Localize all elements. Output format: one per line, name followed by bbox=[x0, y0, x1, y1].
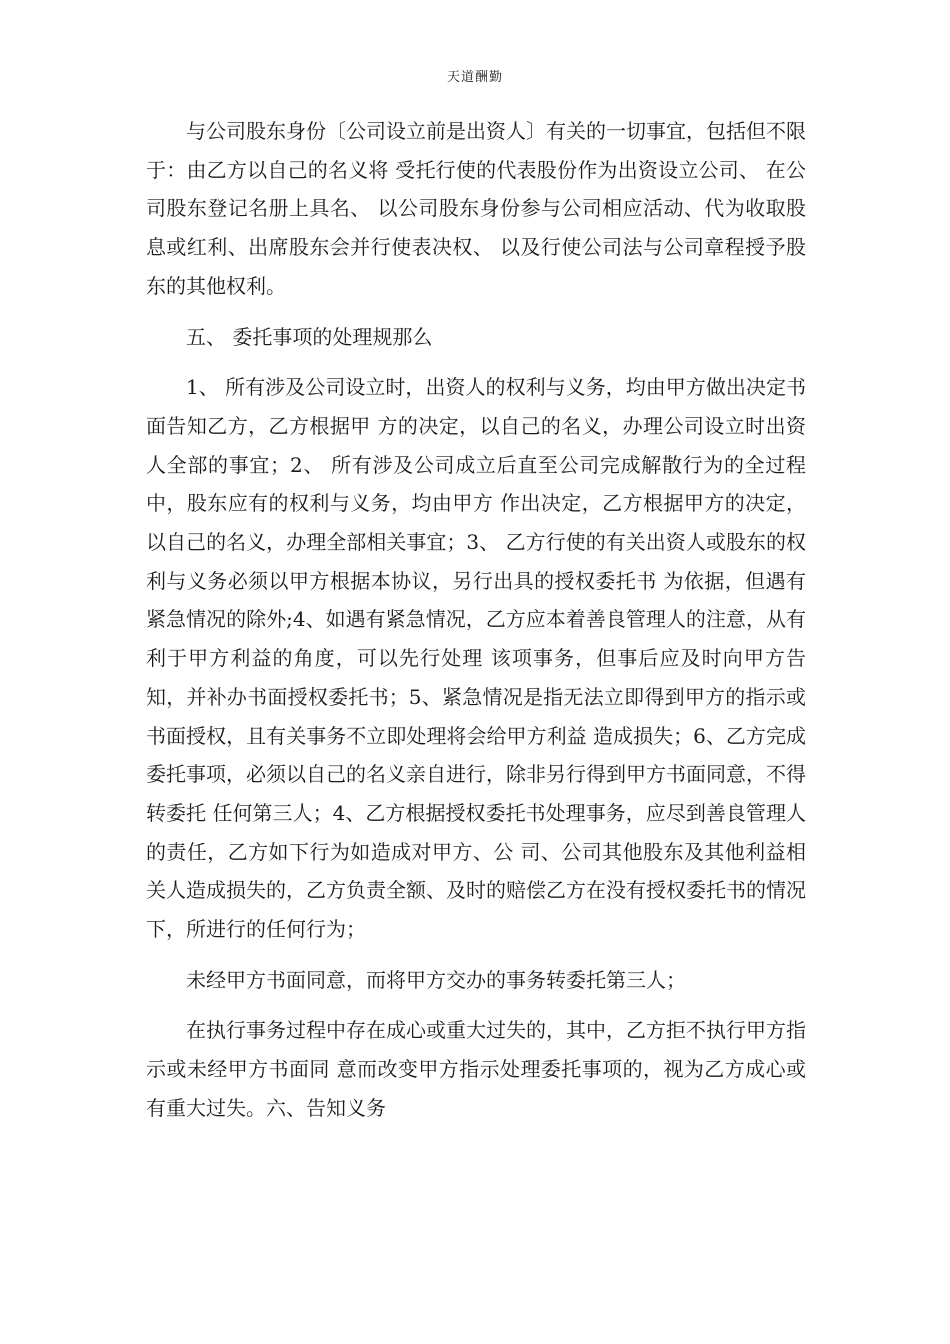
document-body bbox=[146, 112, 806, 1128]
paragraph-gross-negligence: 在执行事务过程中存在成心或重大过失的，其中，乙方拒不执行甲方指示或未经甲方书面同 意而改变甲方指示处理委托事项的，视为乙方成心或有重大过失。六、告知义务 bbox=[146, 1018, 806, 1120]
paragraph-no-subdelegation: 未经甲方书面同意，而将甲方交办的事务转委托第三人； bbox=[186, 967, 686, 992]
page-header: 天道酬勤 bbox=[446, 70, 503, 85]
paragraph-handling-rules: 1、 所有涉及公司设立时，出资人的权利与义务，均由甲方做出决定书面告知乙方，乙方根据甲 方的决定，以自己的名义，办理公司设立时出资人全部的事宜；2、 所有涉及公司成立后直至公司完成解散行为的全过程中，股东应有的权利与义务，均由甲方 作出决定，乙方根据甲方的决定，以自己的名义，办理全部相关事宜；3、 乙方行使的有关出资人或股东的权利与义务必须以甲方根据本协议，另行出具的授权委托书 为依据，但遇有紧急情况的除外;4、如遇有紧急情况，乙方应本着善良管理人的注意，从有利于甲方利益的角度，可以先行处理 该项事务，但事后应及时向甲方告知，并补办书面授权委托书；5、紧急情况是指无法立即得到甲方的指示或书面授权，且有关事务不立即处理将会给甲方利益 造成损失；6、乙方完成委托事项，必须以自己的名义亲自进行，除非另行得到甲方书面同意，不得转委托 任何第三人；4、乙方根据授权委托书处理事务，应尽到善良管理人的责任，乙方如下行为如造成对甲方、公 司、公司其他股东及其他利益相关人造成损失的，乙方负责全额、及时的赔偿乙方在没有授权委托书的情况下，所进行的任何行为； bbox=[146, 375, 806, 942]
section-heading-5: 五、 委托事项的处理规那么 bbox=[186, 324, 433, 349]
paragraph-shareholder-rights: 与公司股东身份〔公司设立前是出资人〕有关的一切事宜，包括但不限于：由乙方以自己的名义将 受托行使的代表股份作为出资设立公司、 在公司股东登记名册上具名、 以公司股东身份参与公司相应活动、代为收取股息或红利、出席股东会并行使表决权、 以及行使公司法与公司章程授予股东的其他权利。 bbox=[146, 119, 806, 298]
